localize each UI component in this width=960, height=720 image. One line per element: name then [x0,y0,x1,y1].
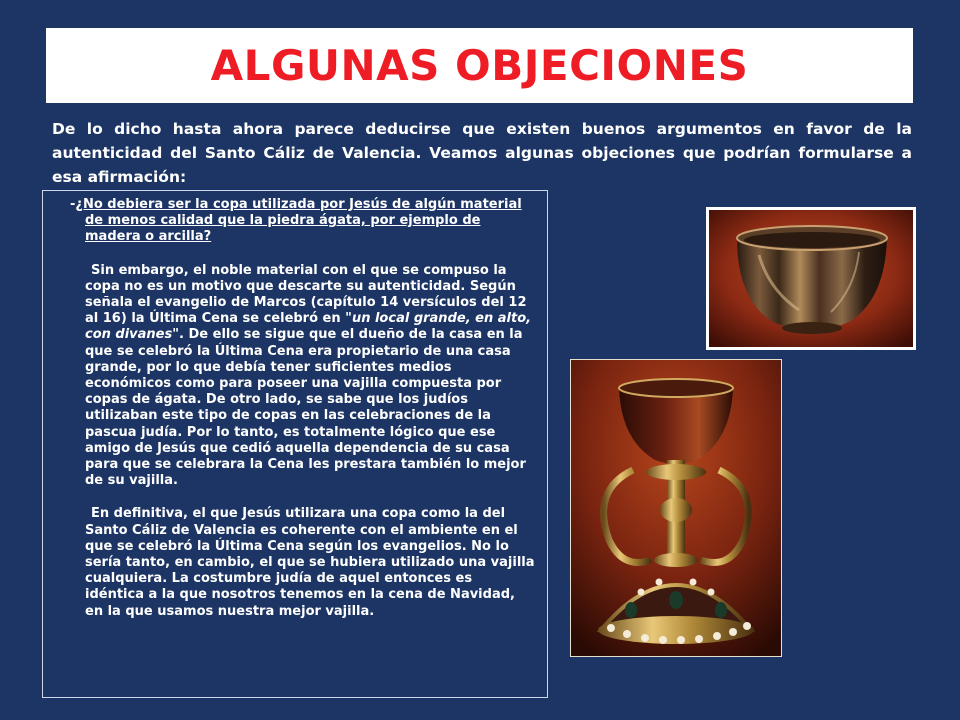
answer-text-start: Sin embargo, el noble material con el que se compuso la copa no es un motivo que descarte su autenticidad. Según señala el evangelio de Marcos (capítulo 14 versículos del 12 al 16) la Última Cena se celebró en " [85,262,527,327]
intro-paragraph: De lo dicho hasta ahora parece deducirse que existen buenos argumentos en favor de la autenticidad del Santo Cáliz de Valencia. Veamos algunas objeciones que podrían formularse a esa afirmación: [52,120,912,186]
holy-chalice-photo [570,359,782,657]
objection-text-box [42,190,548,698]
objection-question-paragraph [70,197,535,246]
title-banner [46,28,913,103]
objection-question: ¿No debiera ser la copa utilizada por Jesús de algún material de menos calidad que la piedra ágata, por ejemplo de madera o arcilla? [75,197,522,245]
question-dash: - [70,197,76,212]
gospel-quote: un local grande, en alto, con divanes [85,311,532,343]
slide-title: ALGUNAS OBJECIONES [210,41,749,90]
holy-chalice-image [571,360,781,656]
agate-cup-photo [706,207,916,350]
answer-paragraph [85,263,535,490]
answer-text-end: ". De ello se sigue que el dueño de la casa en la que se celebró la Última Cena era propietario de una casa grande, por lo que debía tener suficientes medios económicos como para poseer una vajilla compuesta por copas de ágata. De otro lado, se sabe que los judíos utilizaban este tipo de copas en las celebraciones de la pascua judía. Por lo tanto, es totalmente lógico que ese amigo de Jesús que cedió aquella dependencia de su casa para que se celebrara la Cena les prestara también lo mejor de su vajilla. [85,327,526,489]
conclusion-paragraph: En definitiva, el que Jesús utilizara una copa como la del Santo Cáliz de Valencia es coherente con el ambiente en el que se celebró la Última Cena según los evangelios. No lo sería tanto, en cambio, el que se hubiera utilizado una vajilla cualquiera. La costumbre judía de aquel entonces es idéntica a la que nosotros tenemos en la cena de Navidad, en la que usamos nuestra mejor vajilla. [85,506,535,619]
agate-cup-image [709,210,913,347]
